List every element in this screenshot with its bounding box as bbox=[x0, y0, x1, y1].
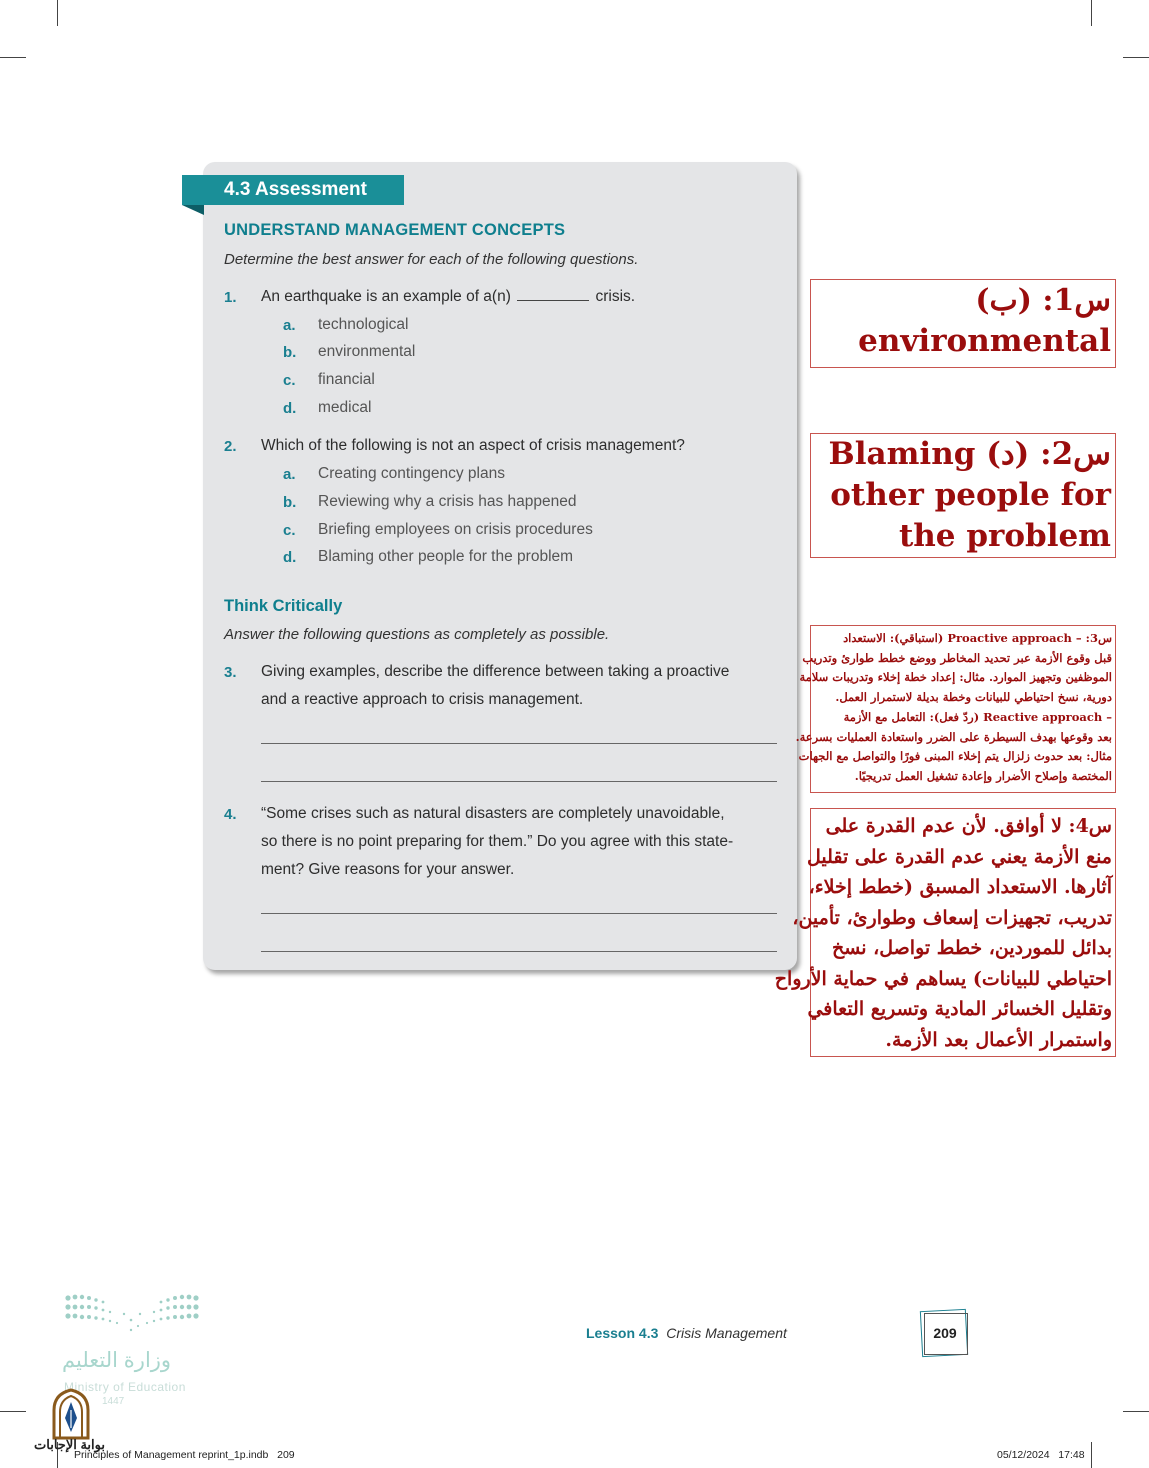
answer-3-line: بعد وقوعها بهدف السيطرة على الضرر واستعادة العمليات بسرعة. bbox=[795, 729, 1112, 744]
answer-2-line: the problem bbox=[898, 518, 1111, 554]
answer-3-line: – Reactive approach (ردّ فعل): التعامل مع الأزمة bbox=[843, 709, 1112, 724]
site-watermark: بوابة الإجابات bbox=[34, 1437, 105, 1452]
crop-mark bbox=[1123, 1411, 1149, 1412]
question-3-line: and a reactive approach to crisis management. bbox=[261, 691, 584, 708]
blank-line bbox=[517, 300, 589, 301]
answer-3-text bbox=[795, 629, 1112, 787]
crop-mark bbox=[1091, 1442, 1092, 1468]
section-instructions: Answer the following questions as completely as possible. bbox=[224, 626, 610, 643]
answer-3-line: س3: – Proactive approach (استباقي): الاستعداد bbox=[843, 631, 1112, 645]
option-text: Reviewing why a crisis has happened bbox=[318, 493, 577, 510]
answer-4-line: س4: لا أوافق. لأن عدم القدرة على bbox=[825, 815, 1112, 837]
question-number: 2. bbox=[224, 438, 237, 455]
answer-3-line: المختصة وإصلاح الأضرار وإعادة تشغيل العمل تدريجيًا. bbox=[854, 768, 1112, 783]
answer-2-line: س2: (د) Blaming bbox=[828, 436, 1111, 472]
question-2-text: Which of the following is not an aspect of crisis management? bbox=[261, 437, 685, 454]
crop-mark bbox=[1123, 57, 1149, 58]
ministry-name-ar: وزارة التعليم bbox=[62, 1349, 172, 1372]
question-3-line: Giving examples, describe the difference between taking a proactive bbox=[261, 663, 730, 680]
option-letter: b. bbox=[283, 494, 297, 511]
option-letter: a. bbox=[283, 466, 296, 483]
answer-box-1 bbox=[810, 279, 1116, 368]
question-number: 4. bbox=[224, 806, 237, 823]
answer-line[interactable] bbox=[261, 781, 777, 782]
lesson-footer bbox=[586, 1325, 787, 1341]
answer-4-line: واستمرار الأعمال بعد الأزمة. bbox=[885, 1028, 1112, 1051]
option-letter: d. bbox=[283, 549, 297, 566]
question-4-line: “Some crises such as natural disasters are completely unavoidable, bbox=[261, 805, 725, 822]
site-logo-icon bbox=[48, 1388, 94, 1440]
option-letter: b. bbox=[283, 344, 297, 361]
answer-3-line: الموظفين وتجهيز الموارد. مثال: إعداد خطة إخلاء وتدريبات سلامة bbox=[799, 670, 1112, 685]
file-info: Principles of Management reprint_1p.indb 209 bbox=[74, 1449, 295, 1461]
option-text: environmental bbox=[318, 343, 416, 360]
crop-mark bbox=[0, 1411, 26, 1412]
section-instructions: Determine the best answer for each of the following questions. bbox=[224, 251, 639, 268]
option-letter: d. bbox=[283, 400, 297, 417]
answer-4-line: وتقليل الخسائر المادية وتسريع التعافي bbox=[807, 998, 1112, 1020]
option-letter: a. bbox=[283, 317, 296, 334]
question-number: 3. bbox=[224, 664, 237, 681]
answer-box-3 bbox=[795, 625, 1116, 793]
answer-3-line: دورية، نسخ احتياطي للبيانات وخطة بديلة لاستمرار العمل. bbox=[835, 690, 1112, 705]
option-text: technological bbox=[318, 316, 409, 333]
option-text: Briefing employees on crisis procedures bbox=[318, 521, 593, 538]
question-1-after: crisis. bbox=[595, 288, 636, 305]
ministry-name-en: Ministry of Education bbox=[64, 1380, 186, 1394]
answer-2-line: other people for bbox=[830, 477, 1111, 513]
answer-4-line: تدريب، تجهيزات إسعاف وطوارئ، تأمين، bbox=[792, 906, 1112, 929]
lesson-label: Lesson 4.3 bbox=[586, 1325, 659, 1341]
ministry-year: 1447 bbox=[102, 1396, 125, 1407]
answer-line[interactable] bbox=[261, 913, 777, 914]
answer-1-value: environmental bbox=[858, 323, 1111, 359]
option-text: financial bbox=[318, 371, 375, 388]
crop-mark bbox=[57, 0, 58, 26]
lesson-title: Crisis Management bbox=[666, 1325, 787, 1341]
answer-4-text bbox=[774, 811, 1112, 1055]
question-1-before: An earthquake is an example of a(n) bbox=[261, 288, 511, 305]
answer-box-4 bbox=[774, 808, 1116, 1057]
question-4-line: ment? Give reasons for your answer. bbox=[261, 861, 515, 878]
question-4-line: so there is no point preparing for them.” Do you agree with this state- bbox=[261, 833, 734, 850]
ministry-logo-icon bbox=[62, 1290, 202, 1338]
banner-fold bbox=[182, 205, 204, 215]
answer-3-line: مثال: بعد حدوث زلزال يتم إخلاء المبنى فورًا والتواصل مع الجهات bbox=[798, 749, 1112, 764]
crop-mark bbox=[1091, 0, 1092, 26]
option-text: medical bbox=[318, 399, 372, 416]
section-heading-concepts: UNDERSTAND MANAGEMENT CONCEPTS bbox=[224, 221, 566, 239]
answer-1-label: س1: (ب) bbox=[975, 283, 1111, 318]
print-date: 05/12/2024 17:48 bbox=[997, 1449, 1085, 1461]
page-number: 209 bbox=[933, 1325, 957, 1341]
answer-3-line: قبل وقوع الأزمة عبر تحديد المخاطر ووضع خطط طوارئ وتدريب bbox=[802, 650, 1112, 665]
answer-4-line: آثارها. الاستعداد المسبق (خطط إخلاء، bbox=[808, 876, 1112, 898]
section-heading-think: Think Critically bbox=[224, 597, 343, 615]
answer-4-line: بدائل للموردين، خطط تواصل، نسخ bbox=[832, 937, 1112, 959]
option-letter: c. bbox=[283, 522, 296, 539]
option-letter: c. bbox=[283, 372, 296, 389]
question-1-text bbox=[261, 288, 635, 306]
option-text: Creating contingency plans bbox=[318, 465, 505, 482]
assessment-banner: 4.3 Assessment bbox=[182, 175, 404, 205]
answer-line[interactable] bbox=[261, 743, 777, 744]
question-number: 1. bbox=[224, 289, 237, 306]
answer-line[interactable] bbox=[261, 951, 777, 952]
crop-mark bbox=[0, 57, 26, 58]
answer-4-line: منع الأزمة يعني عدم القدرة على تقليل bbox=[806, 845, 1112, 868]
answer-4-line: احتياطي للبيانات) يساهم في حماية الأرواح bbox=[774, 967, 1112, 990]
option-text: Blaming other people for the problem bbox=[318, 548, 574, 565]
answer-box-2 bbox=[810, 433, 1116, 558]
